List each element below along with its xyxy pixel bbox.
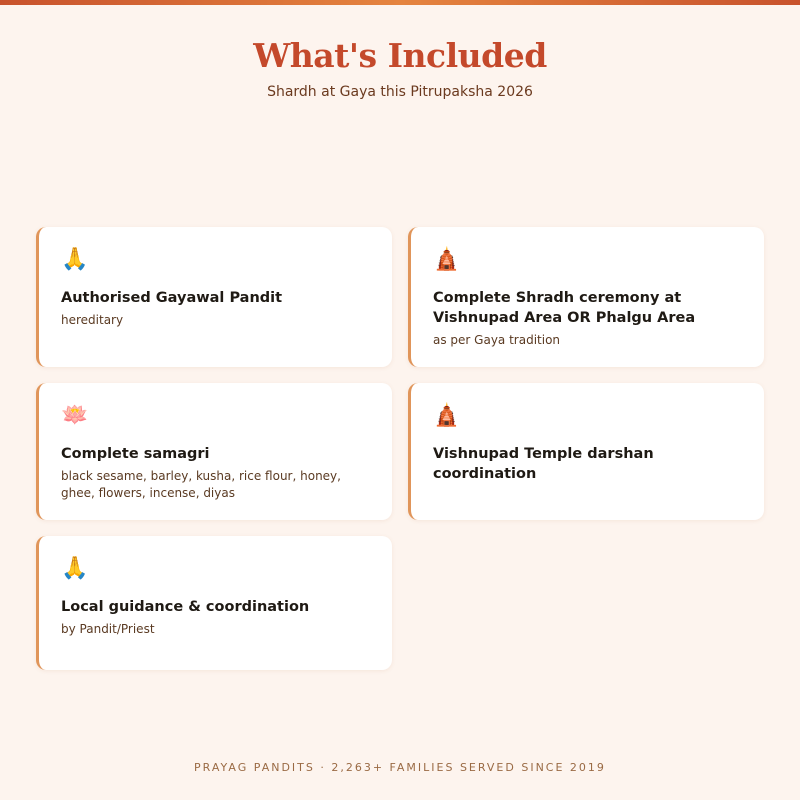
included-item-card bbox=[36, 383, 392, 520]
page-subtitle: Shardh at Gaya this Pitrupaksha 2026 bbox=[267, 84, 533, 100]
folded-hands-icon: 🙏 bbox=[61, 556, 89, 581]
lotus-icon: 🪷 bbox=[61, 403, 89, 428]
card-title: Local guidance & coordination bbox=[61, 599, 310, 615]
card-description: by Pandit/Priest bbox=[61, 622, 155, 636]
card-title: Complete Shradh ceremony at Vishnupad Area OR Phalgu Area bbox=[433, 290, 696, 326]
page-title: What's Included bbox=[253, 36, 547, 75]
included-item-card bbox=[36, 227, 392, 367]
card-title: Authorised Gayawal Pandit bbox=[61, 290, 283, 306]
included-item-card bbox=[408, 383, 764, 520]
footer-tagline: PRAYAG PANDITS · 2,263+ FAMILIES SERVED SINCE 2019 bbox=[194, 761, 606, 774]
top-accent-bar bbox=[0, 0, 800, 5]
card-title: Vishnupad Temple darshan coordination bbox=[433, 446, 654, 482]
temple-icon: 🛕 bbox=[433, 403, 461, 428]
included-items-grid bbox=[36, 227, 764, 670]
card-description: black sesame, barley, kusha, rice flour, honey, ghee, flowers, incense, diyas bbox=[61, 469, 341, 500]
folded-hands-icon: 🙏 bbox=[61, 247, 89, 272]
card-description: as per Gaya tradition bbox=[433, 333, 561, 347]
included-item-card bbox=[408, 227, 764, 367]
temple-icon: 🛕 bbox=[433, 247, 461, 272]
included-item-card bbox=[36, 536, 392, 670]
card-title: Complete samagri bbox=[61, 446, 210, 462]
card-description: hereditary bbox=[61, 313, 124, 327]
